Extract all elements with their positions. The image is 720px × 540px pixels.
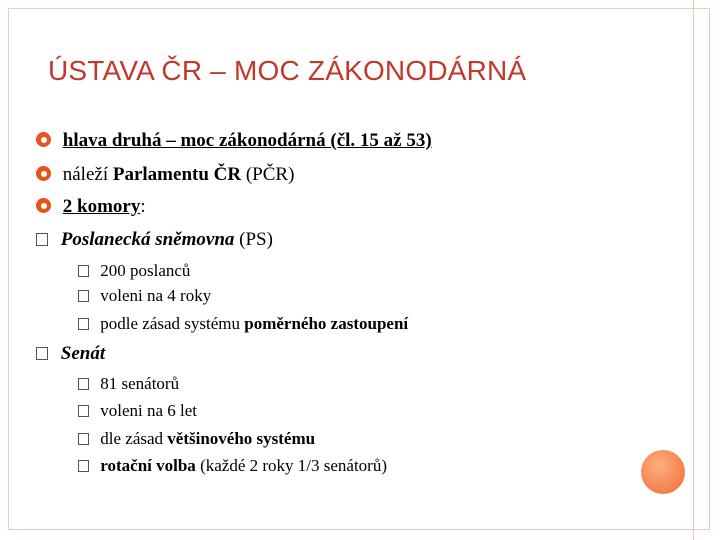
sub-bullet-item	[78, 374, 179, 394]
sub-bullet-item	[78, 314, 408, 334]
checkbox-bullet-icon	[78, 378, 89, 390]
bullet-bold: 2 komory	[62, 196, 141, 217]
sub-bullet-text: (každé 2 roky 1/3 senátorů)	[195, 456, 387, 475]
sub-bullet-item	[78, 401, 197, 421]
checkbox-bullet-icon	[78, 290, 89, 302]
sub-bullet-text: voleni na 6 let	[100, 401, 198, 420]
gear-bullet-icon	[36, 166, 51, 181]
bullet-text: (PČR)	[241, 164, 295, 185]
bullet-italic: Poslanecká sněmovna	[60, 229, 235, 250]
bullet-text: (PS)	[234, 229, 273, 250]
checkbox-bullet-icon	[78, 433, 89, 445]
checkbox-bullet-icon	[78, 318, 89, 330]
bullet-item	[36, 164, 294, 186]
checkbox-bullet-icon	[78, 460, 89, 472]
bullet-text: hlava druhá – moc zákonodárná (čl. 15 až 53)	[62, 130, 432, 151]
bullet-item	[36, 229, 273, 251]
checkbox-bullet-icon	[78, 265, 89, 277]
gear-bullet-icon	[36, 198, 51, 213]
checkbox-bullet-icon	[36, 233, 48, 246]
bullet-item	[36, 196, 146, 218]
sub-bullet-text: dle zásad	[100, 429, 168, 448]
sub-bullet-item	[78, 429, 315, 449]
bullet-item	[36, 343, 105, 365]
sub-bullet-item	[78, 261, 190, 281]
sub-bullet-item	[78, 456, 387, 476]
decorative-orange-circle	[641, 450, 685, 494]
sub-bullet-text: voleni na 4 roky	[100, 286, 212, 305]
sub-bullet-item	[78, 286, 211, 306]
sub-bullet-bold: rotační volba	[100, 456, 196, 475]
slide-title: ÚSTAVA ČR – MOC ZÁKONODÁRNÁ	[48, 55, 527, 86]
bullet-bold: Parlamentu ČR	[112, 164, 242, 185]
checkbox-bullet-icon	[78, 405, 89, 417]
sub-bullet-text: 200 poslanců	[100, 261, 191, 280]
sub-bullet-bold: většinového systému	[167, 429, 316, 448]
bullet-text: :	[140, 196, 146, 217]
sub-bullet-text: podle zásad systému	[100, 314, 245, 333]
bullet-text: náleží	[62, 164, 113, 185]
decorative-rule	[693, 0, 694, 540]
sub-bullet-text: 81 senátorů	[100, 374, 180, 393]
checkbox-bullet-icon	[36, 347, 48, 360]
sub-bullet-bold: poměrného zastoupení	[244, 314, 409, 333]
gear-bullet-icon	[36, 132, 51, 147]
bullet-italic: Senát	[60, 343, 106, 364]
bullet-item	[36, 130, 432, 152]
